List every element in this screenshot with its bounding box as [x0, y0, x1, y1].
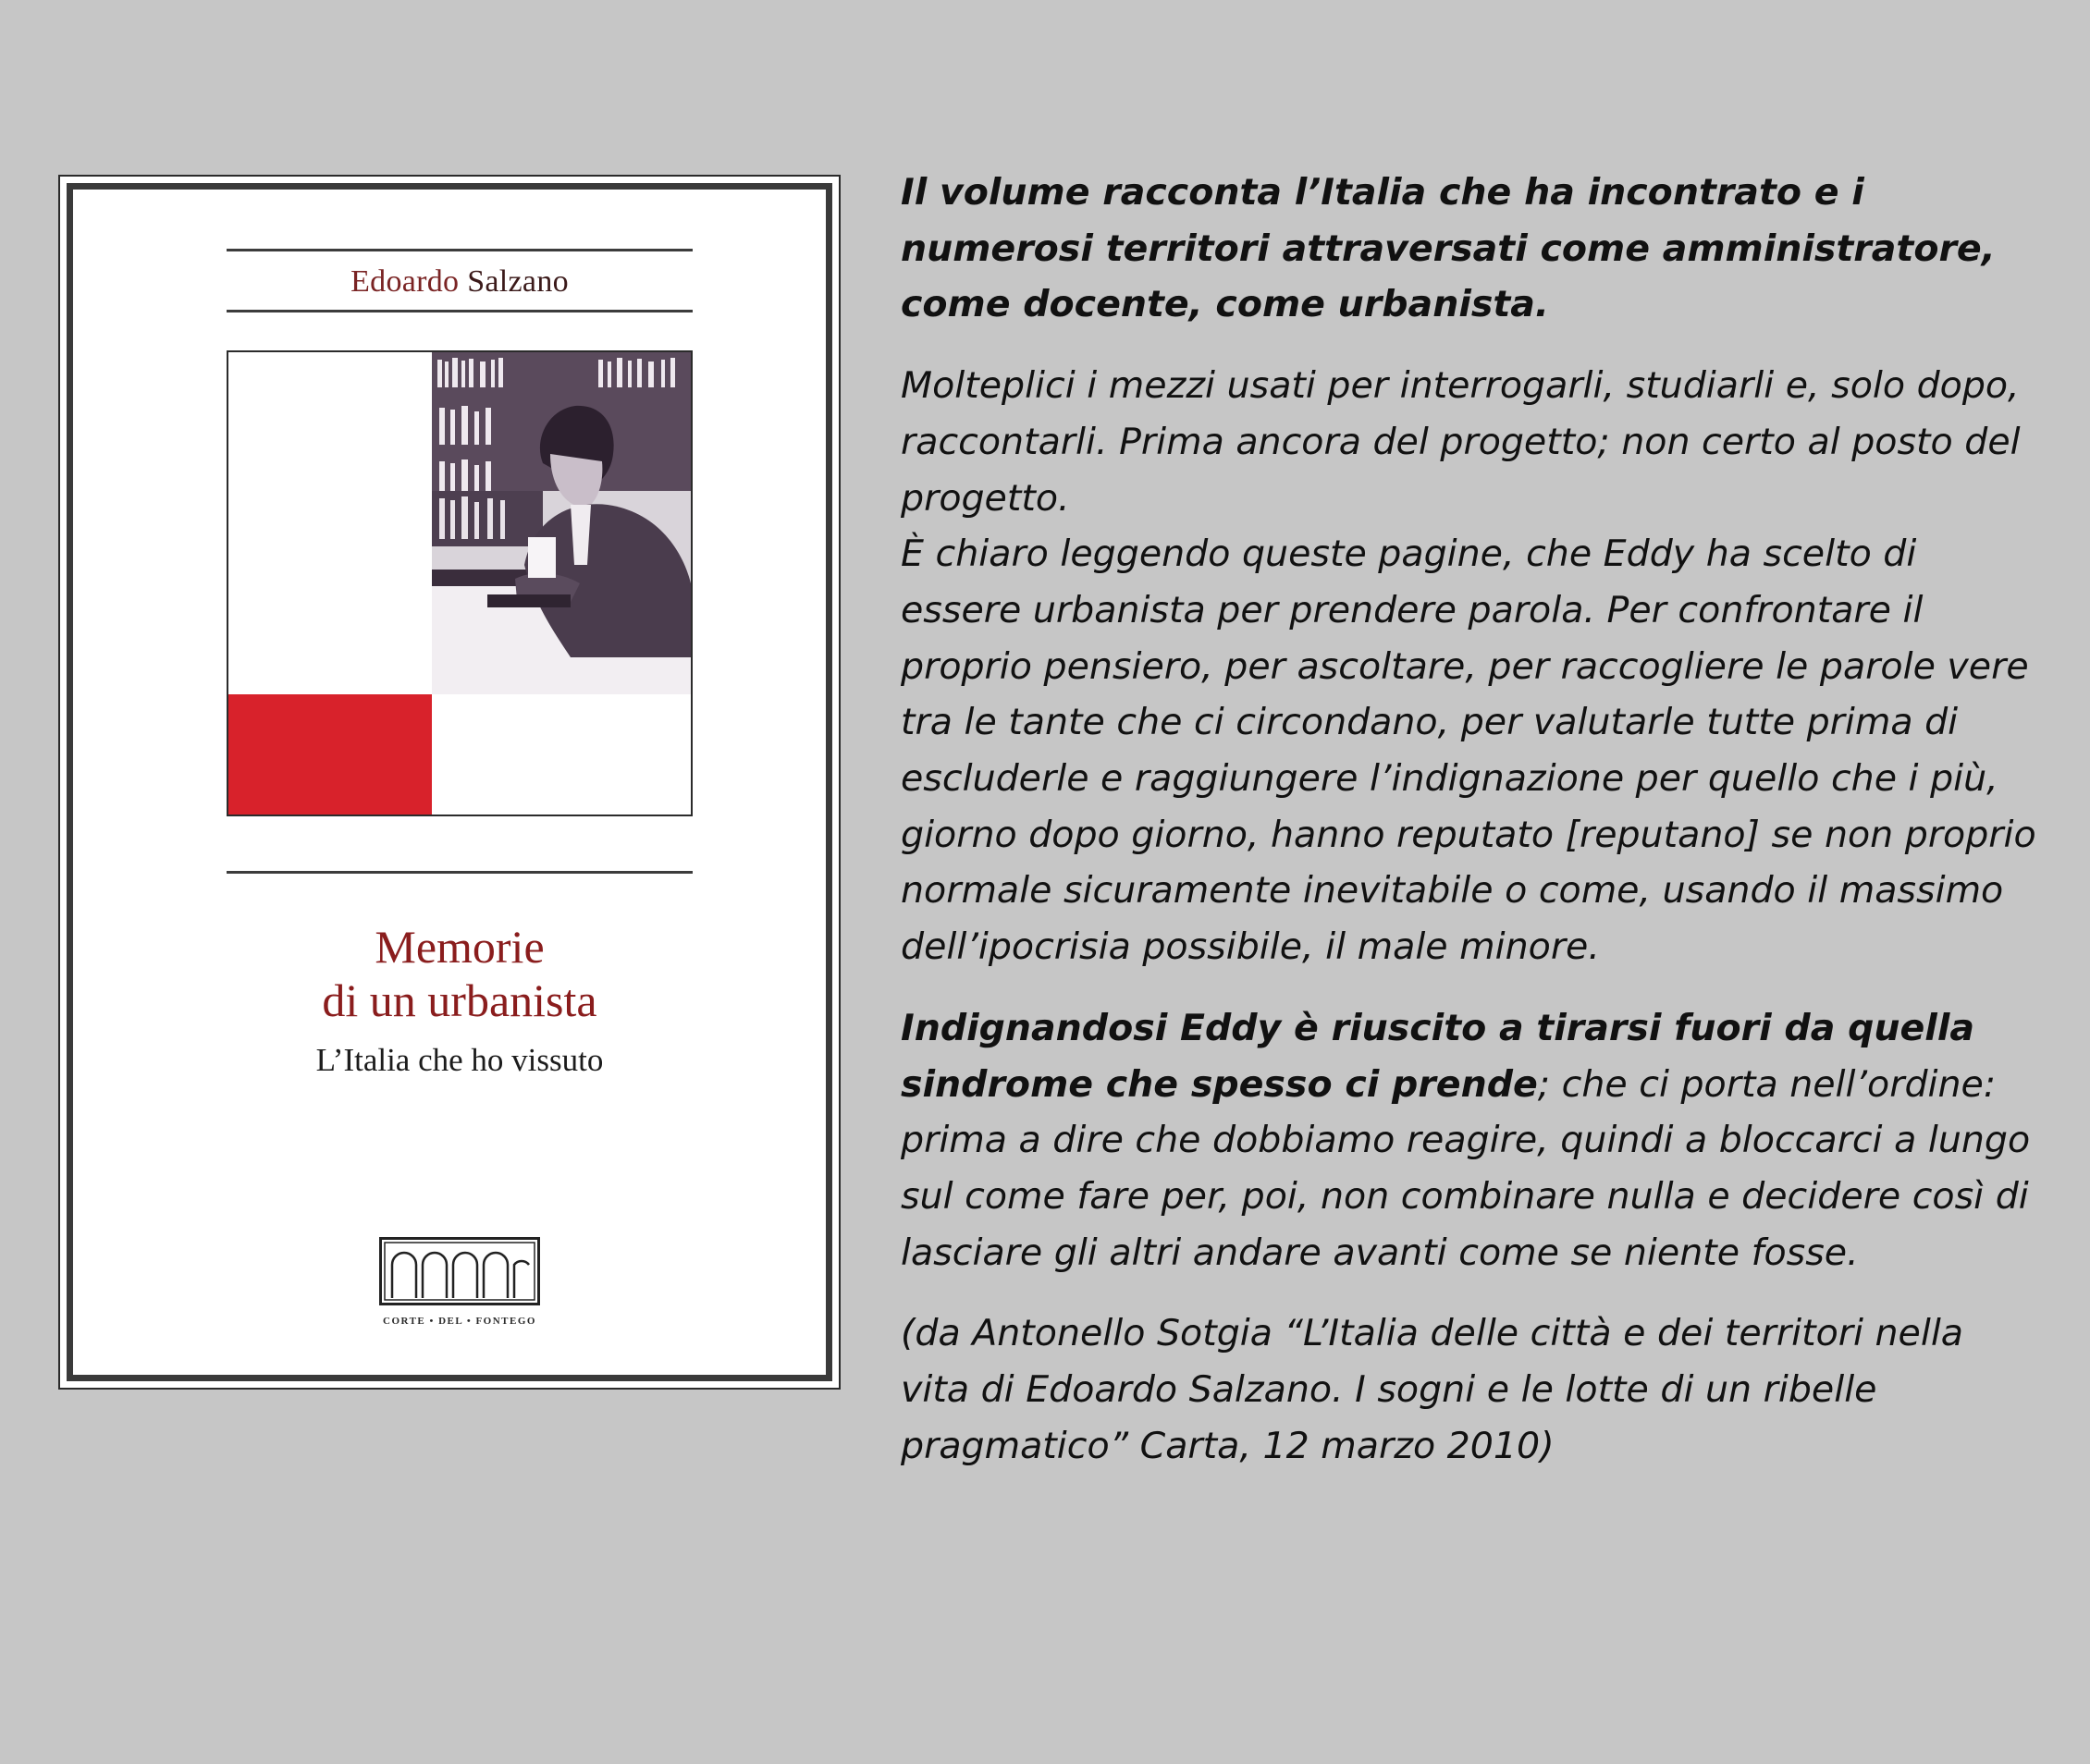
cover-title — [203, 920, 717, 1027]
cover-rule-top — [227, 249, 693, 251]
cover-author-first: Edoardo — [350, 264, 460, 299]
paragraph-1: Molteplici i mezzi usati per interrogarli, studiarli e, solo dopo, raccontarli. Prima ancora del progetto; non certo al posto del progetto. — [901, 364, 2021, 520]
cover-author — [227, 264, 693, 300]
publisher-logo-icon — [379, 1237, 540, 1305]
author-photo — [432, 352, 691, 694]
book-cover-inner — [67, 183, 832, 1381]
book-cover — [58, 175, 841, 1390]
cover-subtitle: L’Italia che ho vissuto — [315, 1042, 604, 1078]
description-text — [901, 165, 2038, 1474]
citation: (da Antonello Sotgia “L’Italia delle città e dei territori nella vita di Edoardo Salzano. I sogni e le lotte di un ribelle pragmatico” Carta, 12 marzo 2010) — [901, 1312, 1964, 1467]
cover-author-last: Salzano — [467, 264, 569, 299]
intro-paragraph: Il volume racconta l’Italia che ha incontrato e i numerosi territori attraversati come amministratore, come docente, come urbanista. — [901, 171, 1996, 326]
paragraph-2: È chiaro leggendo queste pagine, che Eddy ha scelto di essere urbanista per prendere parola. Per confrontare il proprio pensiero, per ascoltare, per raccogliere le parole vere tra le tante che ci circondano, per valutarle tutte prima di escluderle e raggiungere l’indignazione per quello che i più, giorno dopo giorno, hanno reputato [reputano] se non proprio normale sicuramente inevitabile o come, usando il massimo dell’ipocrisia possibile, il male minore. — [901, 533, 2036, 969]
paragraph-3-bold: Indignandosi Eddy è riuscito a tirarsi fuori da quella sindrome che spesso ci prende — [901, 1006, 1975, 1106]
paragraph-3 — [901, 1000, 2038, 1281]
cover-title-line1: Memorie — [375, 921, 545, 973]
cover-artwork — [227, 350, 693, 816]
publisher-name: CORTE • DEL • FONTEGO — [383, 1316, 536, 1327]
cover-red-square — [228, 694, 432, 815]
cover-rule-under-author — [227, 310, 693, 312]
cover-rule-middle — [227, 871, 693, 874]
cover-title-line2: di un urbanista — [322, 974, 597, 1026]
paragraph-3-rest: ; che ci porta nell’ordine: prima a dire che dobbiamo reagire, quindi a bloccarci a lungo sul come fare per, poi, non combinare nulla e decidere così di lasciare gli altri andare avanti come se niente fosse. — [901, 1062, 2031, 1274]
